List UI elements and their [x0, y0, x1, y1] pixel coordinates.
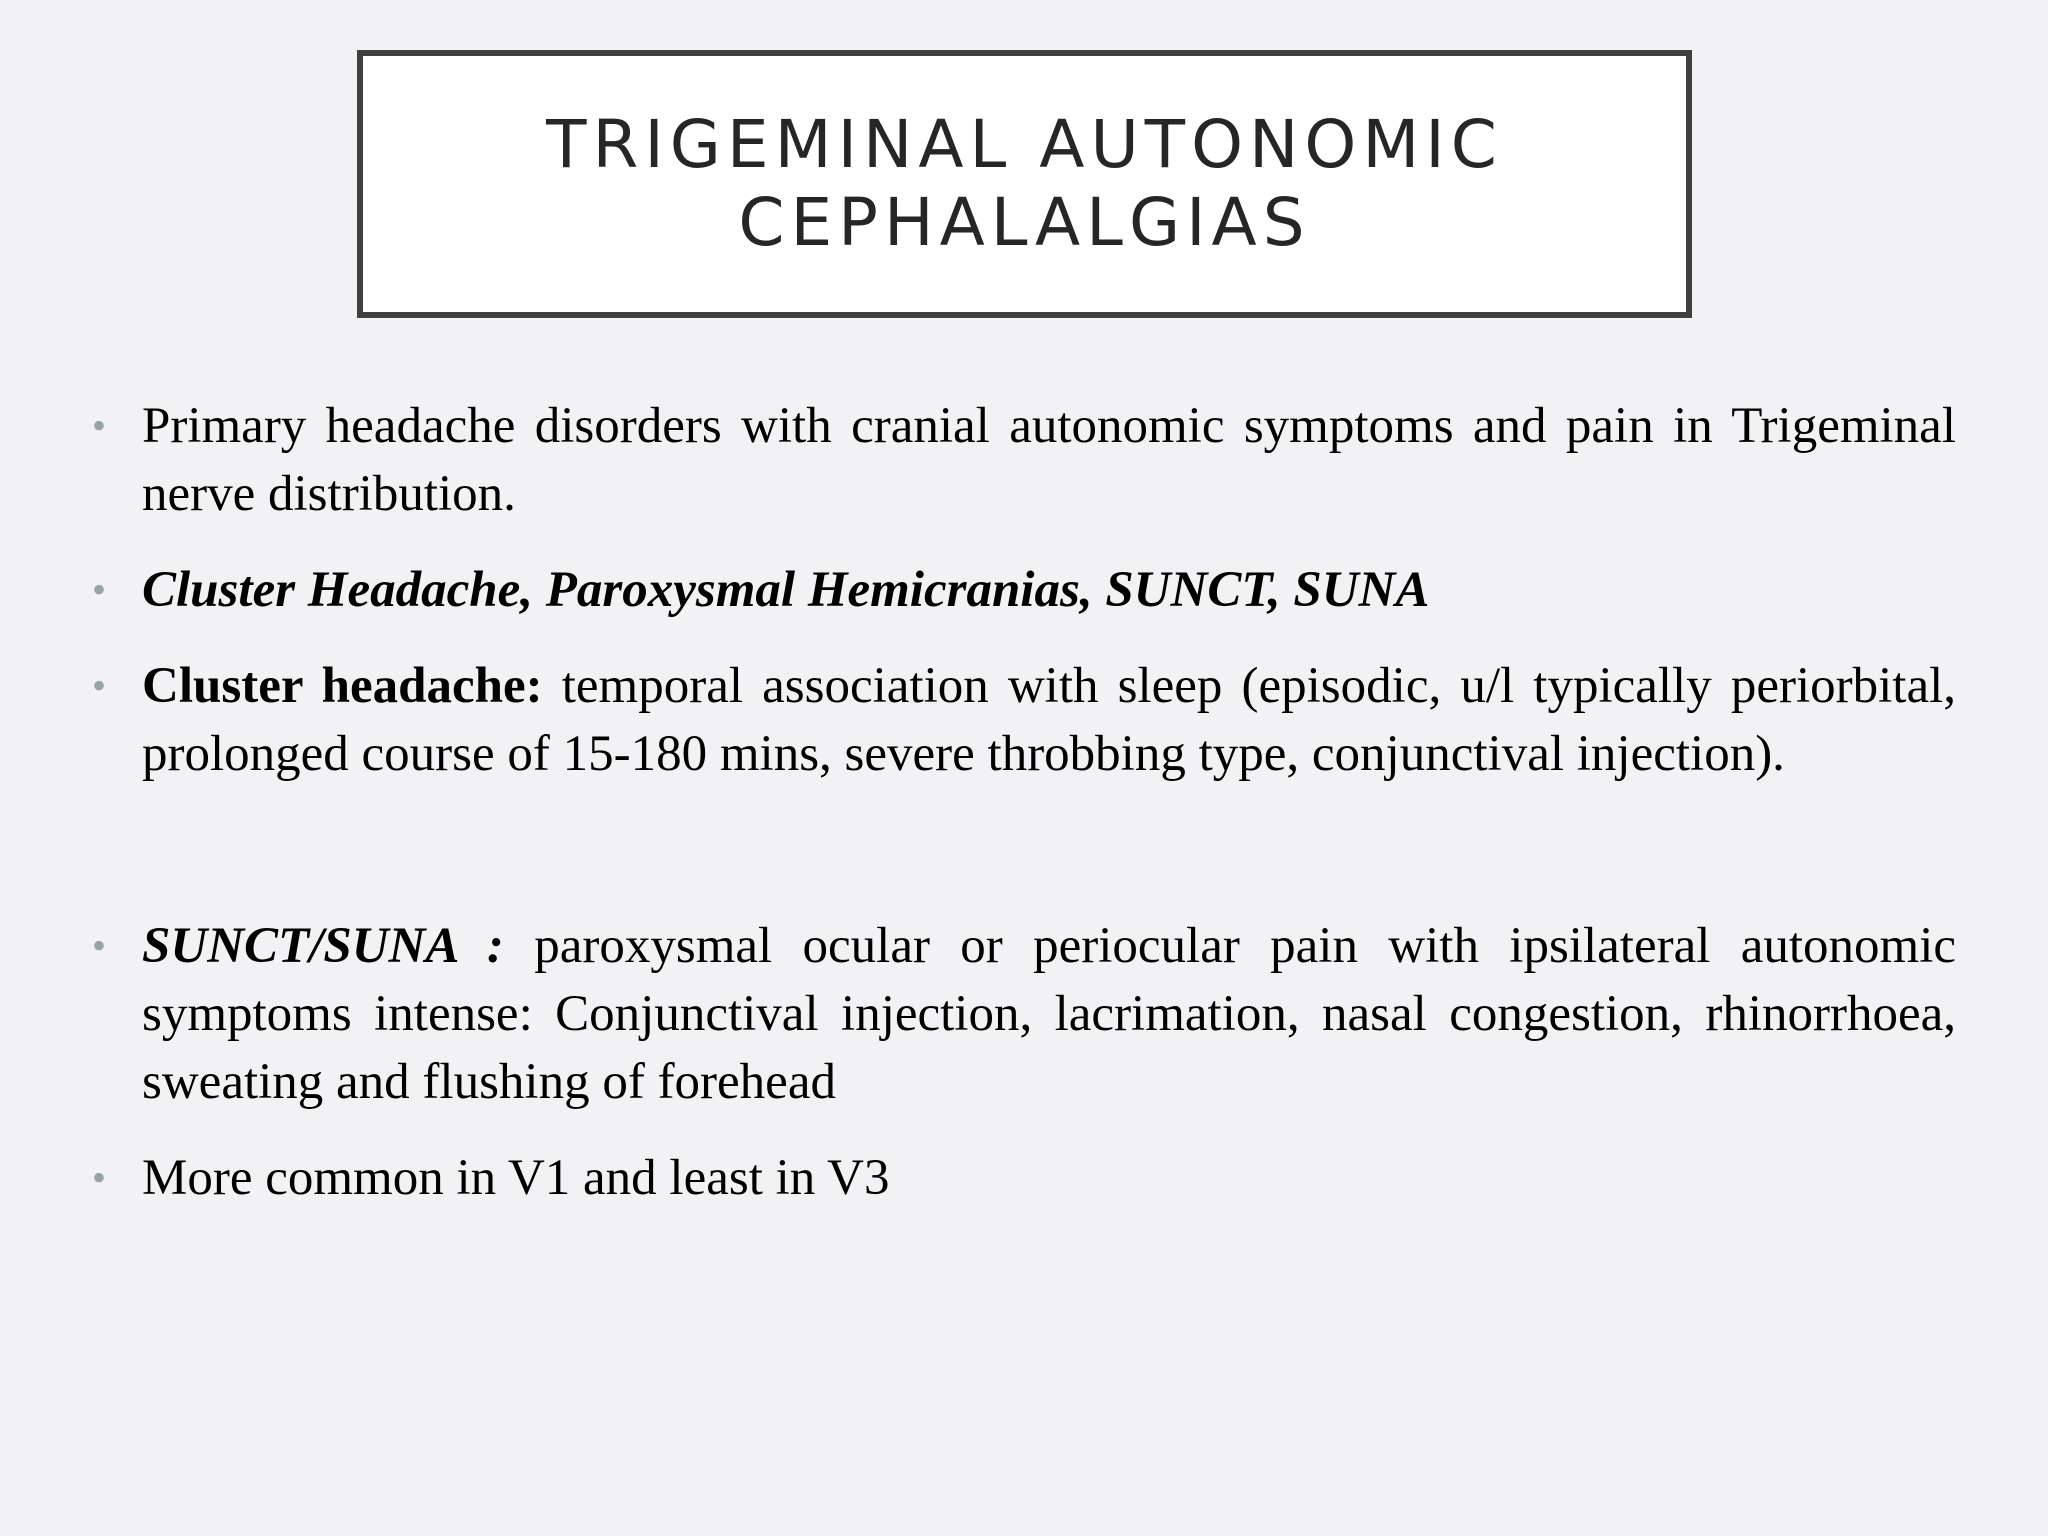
title-box: [357, 50, 1692, 318]
bullet-item-sunct-suna: [92, 912, 1956, 1116]
bullet-dot-icon: •: [92, 663, 107, 708]
bullet-text: Cluster Headache, Paroxysmal Hemicranias, SUNCT, SUNA: [142, 562, 1430, 618]
bullet-text: More common in V1 and least in V3: [142, 1150, 890, 1206]
bullet-list: [92, 392, 1956, 1212]
bullet-item-types: [92, 556, 1956, 624]
bullet-dot-icon: •: [92, 403, 107, 448]
bullet-item-distribution: [92, 1144, 1956, 1212]
bullet-text: Primary headache disorders with cranial autonomic symptoms and pain in Trigeminal nerve distribution.: [142, 398, 1956, 522]
title-line-2: CEPHALALGIAS: [738, 184, 1311, 261]
bullet-text: temporal association with sleep (episodic, u/l typically periorbital, prolonged course of 15-180 mins, severe throbbing type, conjunctival injection).: [142, 658, 1956, 782]
bullet-lead: Cluster headache:: [142, 658, 543, 714]
bullet-dot-icon: •: [92, 923, 107, 968]
bullet-item-definition: [92, 392, 1956, 528]
bullet-item-cluster-headache: [92, 652, 1956, 788]
title-line-1: TRIGEMINAL AUTONOMIC: [546, 106, 1503, 183]
bullet-lead: SUNCT/SUNA :: [142, 918, 504, 974]
bullet-dot-icon: •: [92, 1155, 107, 1200]
bullet-dot-icon: •: [92, 567, 107, 612]
bullet-text: paroxysmal ocular or periocular pain with ipsilateral autonomic symptoms intense: Conjunctival injection, lacrimation, nasal congestion, rhinorrhoea, sweating and flushing of forehead: [142, 918, 1956, 1110]
